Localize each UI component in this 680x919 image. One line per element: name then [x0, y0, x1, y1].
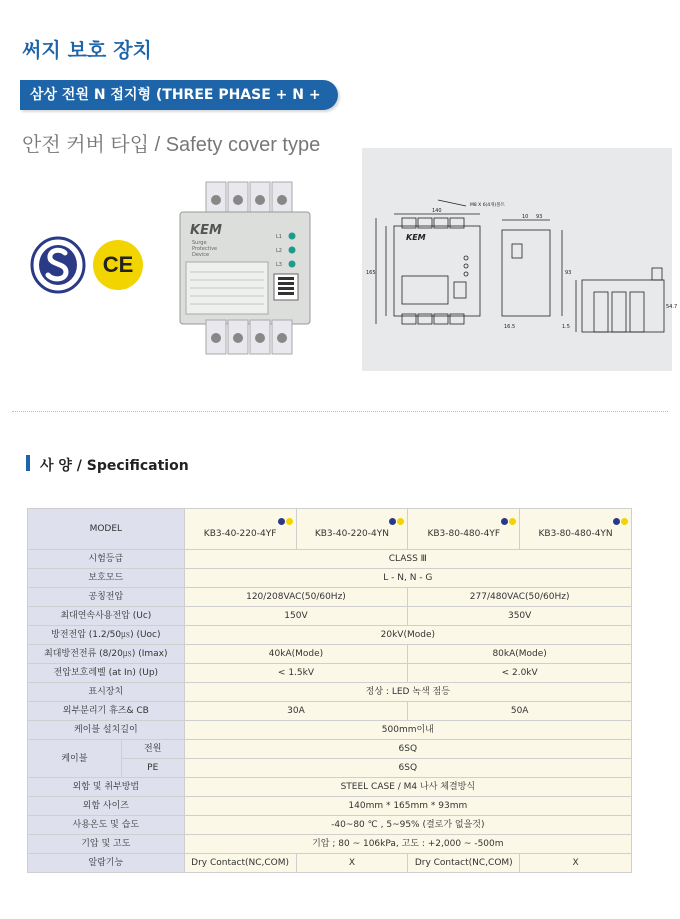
table-row	[28, 740, 632, 759]
spec-heading-marker	[26, 455, 30, 471]
model-cell	[408, 509, 520, 550]
row-sublabel: PE	[121, 759, 184, 778]
row-value: 50A	[408, 702, 632, 721]
row-value: 277/480VAC(50/60Hz)	[408, 588, 632, 607]
row-value: CLASS Ⅲ	[184, 550, 631, 569]
row-value: X	[520, 854, 632, 873]
cert-icons	[185, 517, 296, 527]
row-label: 알람기능	[28, 854, 185, 873]
row-value: 기압 ; 80 ~ 106kPa, 고도 : +2,000 ~ -500m	[184, 835, 631, 854]
ce-mark-icon	[621, 518, 628, 525]
cert-icons	[408, 517, 519, 527]
row-value: 80kA(Mode)	[408, 645, 632, 664]
ce-mark-text: CE	[102, 252, 134, 277]
row-value: X	[296, 854, 408, 873]
model-name: KB3-40-220-4YN	[314, 529, 389, 539]
row-value: 6SQ	[184, 759, 631, 778]
section-divider	[12, 411, 668, 412]
row-value: 20kV(Mode)	[184, 626, 631, 645]
table-row	[28, 645, 632, 664]
row-value: 140mm * 165mm * 93mm	[184, 797, 631, 816]
table-row	[28, 509, 632, 550]
product-image	[176, 180, 316, 358]
row-label: 최대연속사용전압 (Uc)	[28, 607, 185, 626]
row-label: 보호모드	[28, 569, 185, 588]
row-label: 외함 사이즈	[28, 797, 185, 816]
table-row	[28, 626, 632, 645]
table-row	[28, 721, 632, 740]
row-label: 케이블	[28, 740, 122, 778]
model-cell	[520, 509, 632, 550]
row-value: -40~80 ℃ , 5~95% (결로가 없을것)	[184, 816, 631, 835]
ce-mark-icon	[397, 518, 404, 525]
table-row	[28, 778, 632, 797]
s-mark-icon	[278, 518, 285, 525]
row-value: 150V	[184, 607, 408, 626]
ce-mark-icon	[286, 518, 293, 525]
row-value: Dry Contact(NC,COM)	[184, 854, 296, 873]
led-label: L3	[276, 262, 282, 268]
table-row	[28, 702, 632, 721]
row-label: 외함 및 취부방법	[28, 778, 185, 797]
ce-mark-icon	[93, 240, 143, 290]
row-value: 500mm이내	[184, 721, 631, 740]
row-sublabel: 전원	[121, 740, 184, 759]
cover-type-subtitle: 안전 커버 타입 / Safety cover type	[22, 134, 321, 156]
dimension-drawing-svg	[362, 148, 678, 371]
row-value: 120/208VAC(50/60Hz)	[184, 588, 408, 607]
row-value: Dry Contact(NC,COM)	[408, 854, 520, 873]
s-mark-icon	[389, 518, 396, 525]
table-row	[28, 816, 632, 835]
row-label: 최대방전전류 (8/20㎲) (Imax)	[28, 645, 185, 664]
row-value: 6SQ	[184, 740, 631, 759]
type-label-banner: 삼상 전원 N 접지형 (THREE PHASE + N + E)	[20, 80, 338, 110]
row-label: 방전전압 (1.2/50㎲) (Uoc)	[28, 626, 185, 645]
table-row	[28, 607, 632, 626]
table-row	[28, 588, 632, 607]
table-row	[28, 683, 632, 702]
drawing-dim-label: 10	[522, 214, 529, 220]
row-label: 공칭전압	[28, 588, 185, 607]
row-label: 기압 및 고도	[28, 835, 185, 854]
row-label: 사용온도 및 습도	[28, 816, 185, 835]
row-value: < 1.5kV	[184, 664, 408, 683]
model-header: MODEL	[28, 509, 185, 550]
row-label: 표시장치	[28, 683, 185, 702]
dimension-drawing	[362, 148, 678, 371]
drawing-dim-label: 93	[536, 214, 543, 220]
spec-heading: 사 양 / Specification	[40, 458, 189, 474]
row-value: STEEL CASE / M4 나사 체결방식	[184, 778, 631, 797]
led-label: L1	[276, 234, 282, 240]
s-mark-icon	[613, 518, 620, 525]
row-label: 전압보호레벨 (at In) (Up)	[28, 664, 185, 683]
cert-icons	[520, 517, 631, 527]
drawing-dim-label: 165	[366, 270, 376, 276]
drawing-dim-label: 93	[565, 270, 572, 276]
spec-table	[27, 508, 632, 873]
page-title: 써지 보호 장치	[22, 38, 152, 62]
ce-mark-icon	[509, 518, 516, 525]
row-value: 30A	[184, 702, 408, 721]
model-name: KB3-80-480-4YN	[538, 529, 613, 539]
s-mark-icon	[501, 518, 508, 525]
table-row	[28, 797, 632, 816]
drawing-dim-label: 140	[432, 208, 442, 214]
product-device-line: Protective	[192, 246, 218, 252]
led-label: L2	[276, 248, 282, 254]
model-cell	[296, 509, 408, 550]
drawing-dim-label: 1.5	[562, 324, 570, 330]
row-label: 외부분리기 휴즈& CB	[28, 702, 185, 721]
drawing-dim-label: 54.7	[666, 304, 678, 310]
row-value: 40kA(Mode)	[184, 645, 408, 664]
drawing-note: M8 X 6(4개)볼트	[470, 203, 505, 208]
row-label: 케이블 설치길이	[28, 721, 185, 740]
row-value: 정상 : LED 녹색 점등	[184, 683, 631, 702]
drawing-brand: KEM	[406, 233, 426, 242]
model-name: KB3-80-480-4YF	[427, 529, 501, 539]
product-device-line: Device	[192, 252, 210, 258]
table-row	[28, 550, 632, 569]
model-cell	[184, 509, 296, 550]
model-name: KB3-40-220-4YF	[203, 529, 277, 539]
table-row	[28, 835, 632, 854]
drawing-dim-label: 16.5	[504, 324, 516, 330]
row-label: 시험등급	[28, 550, 185, 569]
cert-icons	[297, 517, 408, 527]
product-brand-text: KEM	[190, 223, 222, 238]
s-mark-icon	[30, 236, 86, 294]
row-value: 350V	[408, 607, 632, 626]
row-value: < 2.0kV	[408, 664, 632, 683]
table-row	[28, 854, 632, 873]
table-row	[28, 664, 632, 683]
row-value: L - N, N - G	[184, 569, 631, 588]
table-row	[28, 569, 632, 588]
product-device-line: Surge	[192, 240, 207, 246]
